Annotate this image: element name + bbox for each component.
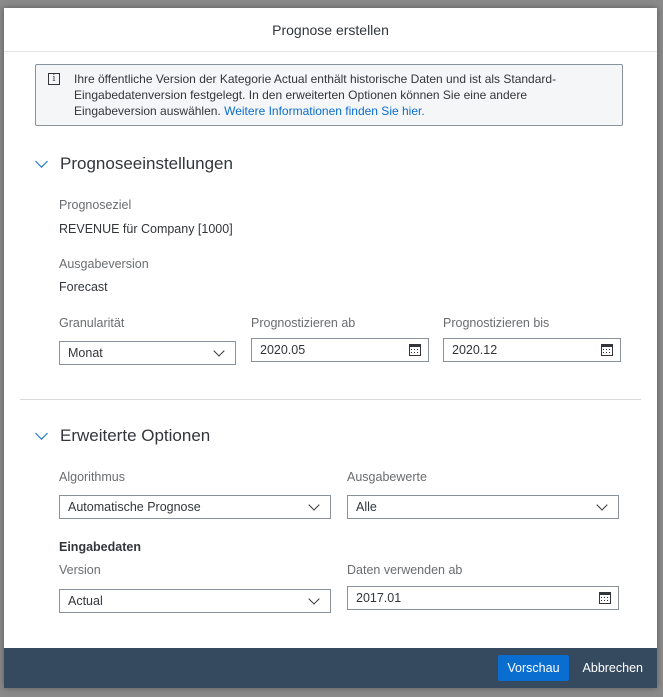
forecast-target-value: REVENUE für Company [1000] xyxy=(59,222,233,236)
dropdown-arrow-icon[interactable] xyxy=(596,499,607,510)
output-version-label: Ausgabeversion xyxy=(59,257,149,271)
chevron-down-icon[interactable] xyxy=(35,427,48,440)
chevron-down-icon[interactable] xyxy=(35,155,48,168)
output-values-select[interactable] xyxy=(347,495,619,519)
forecast-to-label: Prognostizieren bis xyxy=(443,316,550,330)
use-data-from-date-input[interactable] xyxy=(347,586,619,610)
forecast-to-value: 2020.12 xyxy=(452,343,498,357)
algorithm-value: Automatische Prognose xyxy=(68,500,201,514)
forecast-target-label: Prognoseziel xyxy=(59,198,132,212)
output-values-value: Alle xyxy=(356,500,377,514)
algorithm-label: Algorithmus xyxy=(59,470,125,484)
output-values-label: Ausgabewerte xyxy=(347,470,427,484)
granularity-select[interactable] xyxy=(59,341,236,365)
dropdown-arrow-icon[interactable] xyxy=(308,499,319,510)
info-icon: i xyxy=(48,73,60,85)
section-divider xyxy=(20,399,641,400)
forecast-from-date-input[interactable] xyxy=(251,338,429,362)
more-info-link[interactable]: Weitere Informationen finden Sie hier. xyxy=(224,104,425,118)
output-version-value: Forecast xyxy=(59,280,108,294)
dialog-title: Prognose erstellen xyxy=(272,21,389,38)
section-advanced-options-title: Erweiterte Optionen xyxy=(60,426,211,445)
version-value: Actual xyxy=(68,594,103,608)
forecast-to-date-input[interactable] xyxy=(443,338,621,362)
info-text: Ihre öffentliche Version der Kategorie Actual enthält historische Daten und ist als Standard-Eingabedatenversion festgelegt. In den erweiterten Optionen können Sie eine andere Eingabeversion auswählen. xyxy=(74,72,557,118)
section-forecast-settings-title: Prognoseeinstellungen xyxy=(60,154,233,173)
preview-button[interactable]: Vorschau xyxy=(498,655,568,681)
forecast-from-value: 2020.05 xyxy=(260,343,306,357)
granularity-label: Granularität xyxy=(59,316,125,330)
create-forecast-dialog xyxy=(4,8,657,688)
algorithm-select[interactable] xyxy=(59,495,331,519)
version-select[interactable] xyxy=(59,589,331,613)
info-message-strip xyxy=(35,64,623,126)
granularity-value: Monat xyxy=(68,346,103,360)
dropdown-arrow-icon[interactable] xyxy=(308,593,319,604)
dialog-header xyxy=(4,8,657,52)
calendar-icon[interactable] xyxy=(601,344,613,356)
section-advanced-options[interactable] xyxy=(37,426,210,446)
dialog-footer xyxy=(4,648,657,688)
input-data-heading: Eingabedaten xyxy=(59,540,141,554)
dropdown-arrow-icon[interactable] xyxy=(213,345,224,356)
section-forecast-settings[interactable] xyxy=(37,154,233,174)
cancel-button[interactable]: Abbrechen xyxy=(575,655,651,681)
version-label: Version xyxy=(59,563,101,577)
use-data-from-label: Daten verwenden ab xyxy=(347,563,463,577)
calendar-icon[interactable] xyxy=(599,592,611,604)
calendar-icon[interactable] xyxy=(409,344,421,356)
use-data-from-value: 2017.01 xyxy=(356,591,402,605)
forecast-from-label: Prognostizieren ab xyxy=(251,316,356,330)
